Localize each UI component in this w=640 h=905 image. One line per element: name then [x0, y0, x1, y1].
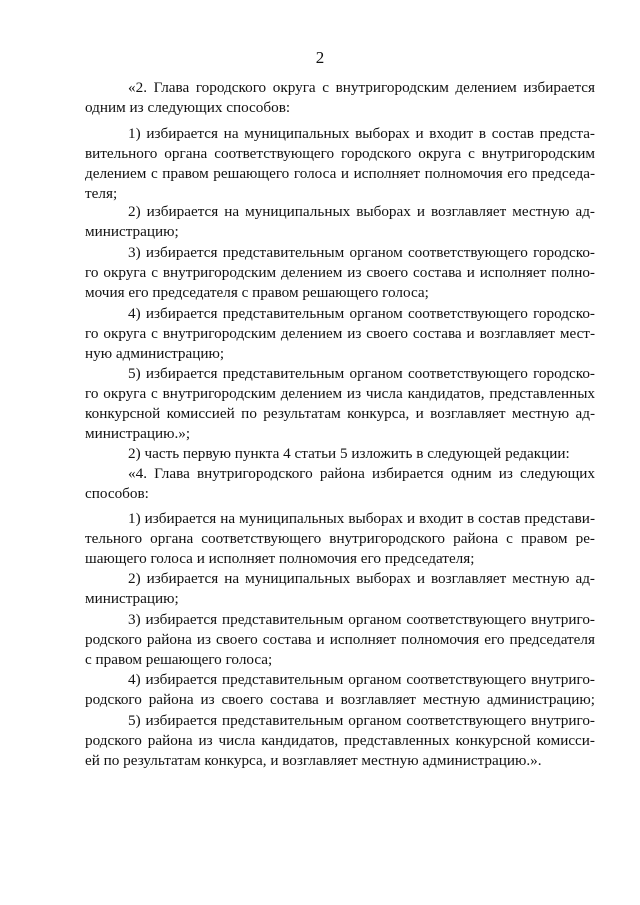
text-line: ную администрацию;	[85, 345, 225, 362]
text-line: го округа с внутригородским делением из числа кандидатов, представленных	[85, 385, 595, 402]
text-line: 2) избирается на муниципальных выборах и возглавляет местную ад-	[128, 570, 595, 587]
text-line: министрацию;	[85, 223, 179, 240]
text-line: министрацию.»;	[85, 425, 191, 442]
text-line: 1) избирается на муниципальных выборах и входит в состав представи-	[128, 510, 595, 527]
text-line: министрацию;	[85, 590, 179, 607]
text-line: «4. Глава внутригородского района избирается одним из следующих	[128, 465, 595, 482]
text-line: родского района из числа кандидатов, представленных конкурсной комисси-	[85, 732, 595, 749]
text-line: 5) избирается представительным органом соответствующего городско-	[128, 365, 595, 382]
text-line: 2) часть первую пункта 4 статьи 5 изложить в следующей редакции:	[128, 445, 570, 462]
text-line: го округа с внутригородским делением из своего состава и исполняет полно-	[85, 264, 595, 281]
text-line: делением с правом решающего голоса и исполняет полномочия его председа-	[85, 165, 595, 182]
text-line: «2. Глава городского округа с внутригородским делением избирается	[128, 79, 595, 96]
text-line: ей по результатам конкурса, и возглавляет местную администрацию.».	[85, 752, 542, 769]
text-line: 5) избирается представительным органом соответствующего внутриго-	[128, 712, 595, 729]
text-line: го округа с внутригородским делением из своего состава и возглавляет мест-	[85, 325, 595, 342]
text-line: 4) избирается представительным органом соответствующего городско-	[128, 305, 595, 322]
text-line: 3) избирается представительным органом соответствующего городско-	[128, 244, 595, 261]
text-line: 1) избирается на муниципальных выборах и входит в состав предста-	[128, 125, 595, 142]
text-line: мочия его председателя с правом решающего голоса;	[85, 284, 429, 301]
text-line: теля;	[85, 185, 118, 202]
text-line: способов:	[85, 485, 149, 502]
text-line: одним из следующих способов:	[85, 99, 291, 116]
text-line: с правом решающего голоса;	[85, 651, 273, 668]
text-line: родского района из своего состава и возглавляет местную администрацию;	[85, 691, 595, 708]
text-line: шающего голоса и исполняет полномочия его председателя;	[85, 550, 475, 567]
text-line: конкурсной комиссией по результатам конкурса, и возглавляет местную ад-	[85, 405, 595, 422]
text-line: тельного органа соответствующего внутригородского района с правом ре-	[85, 530, 595, 547]
text-line: вительного органа соответствующего городского округа с внутригородским	[85, 145, 595, 162]
text-line: 2) избирается на муниципальных выборах и возглавляет местную ад-	[128, 203, 595, 220]
text-line: 3) избирается представительным органом соответствующего внутриго-	[128, 611, 595, 628]
text-line: родского района из своего состава и исполняет полномочия его председателя	[85, 631, 595, 648]
page-number: 2	[315, 48, 325, 67]
text-line: 4) избирается представительным органом соответствующего внутриго-	[128, 671, 595, 688]
